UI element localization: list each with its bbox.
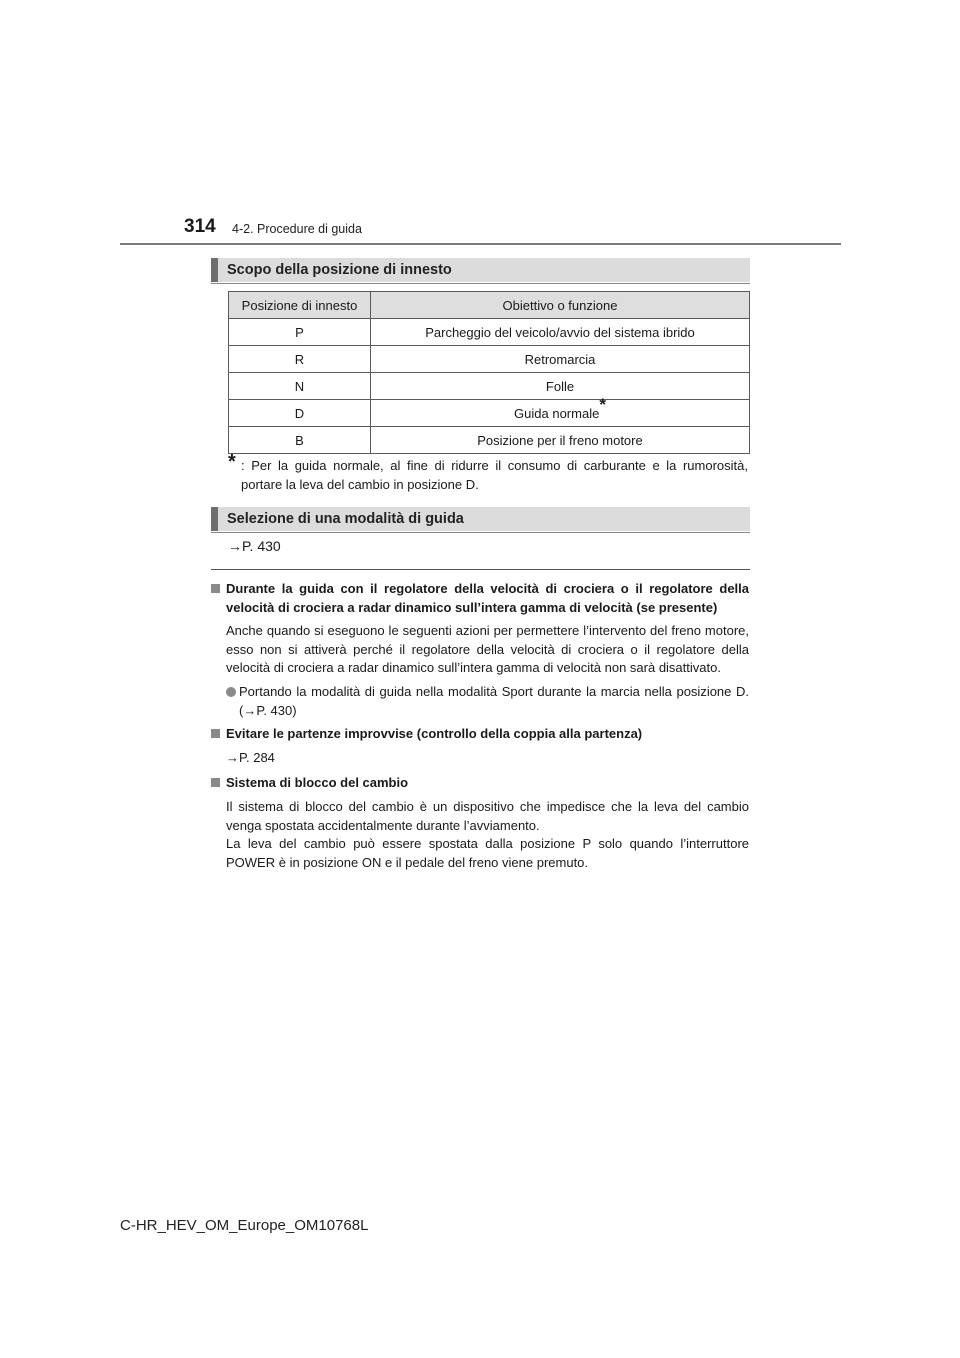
square-bullet-icon xyxy=(211,584,220,593)
gear-position-cell: R xyxy=(229,346,371,373)
column-header-function: Obiettivo o funzione xyxy=(371,292,750,319)
gear-position-cell: B xyxy=(229,427,371,454)
table-header-row xyxy=(229,292,750,319)
gear-function-text: Posizione per il freno motore xyxy=(477,432,643,448)
notes-divider xyxy=(211,569,750,570)
gear-position-table xyxy=(228,291,750,454)
gear-function-cell xyxy=(371,427,750,454)
note-heading-cruise-control xyxy=(211,580,749,617)
gear-function-text: Retromarcia xyxy=(524,351,596,367)
gear-function-text: Parcheggio del veicolo/avvio del sistema ibrido xyxy=(425,324,695,340)
bullet-text: Portando la modalità di guida nella modalità Sport durante la marcia nella posizione D. (→P. 430) xyxy=(239,683,749,718)
section-heading-driving-mode xyxy=(211,507,750,531)
notes-block xyxy=(211,580,749,877)
page-reference-link[interactable]: →P. 284 xyxy=(226,749,275,765)
table-row xyxy=(229,319,750,346)
page-reference-link[interactable]: →P. 430 xyxy=(228,538,281,554)
header-rule xyxy=(120,243,841,245)
gear-position-cell: D xyxy=(229,400,371,427)
page-number: 314 xyxy=(184,216,216,237)
table-row xyxy=(229,400,750,427)
section-heading-text: Scopo della posizione di innesto xyxy=(227,262,452,278)
gear-function-cell xyxy=(371,319,750,346)
table-row xyxy=(229,427,750,454)
note-paragraph: La leva del cambio può essere spostata dalla posizione P solo quando l’interruttore POWER è in posizione ON e il pedale del freno viene premuto. xyxy=(226,836,749,870)
circle-bullet-icon xyxy=(226,687,236,697)
footnote-text: : Per la guida normale, al fine di ridurre il consumo di carburante e la rumorosità, portare la leva del cambio in posizione D. xyxy=(241,458,748,492)
section-heading-text: Selezione di una modalità di guida xyxy=(227,511,464,527)
table-row xyxy=(229,373,750,400)
note-heading-shift-lock xyxy=(211,774,749,793)
column-header-position: Posizione di innesto xyxy=(229,292,371,319)
gear-function-cell xyxy=(371,346,750,373)
note-paragraph: Il sistema di blocco del cambio è un dispositivo che impedisce che la leva del cambio venga spostata accidentalmente durante l’avviamento. xyxy=(226,798,749,833)
note-paragraph: Anche quando si eseguono le seguenti azioni per permettere l’intervento del freno motore, esso non si attiverà perché il regolatore della velocità di crociera o il regolatore della velocità di crociera a radar dinamico sull’intera gamma di velocità non sarà disattivato. xyxy=(226,623,749,676)
note-heading-text: Evitare le partenze improvvise (controllo della coppia alla partenza) xyxy=(226,726,643,742)
document-code-footer: C-HR_HEV_OM_Europe_OM10768L xyxy=(120,1217,369,1234)
footnote-asterisk: * xyxy=(228,451,236,473)
square-bullet-icon xyxy=(211,778,220,787)
note-bullet-item xyxy=(211,683,749,720)
note-heading-text: Sistema di blocco del cambio xyxy=(226,775,409,791)
section-heading-gear-position xyxy=(211,258,750,282)
table-row xyxy=(229,346,750,373)
footnote-marker: * xyxy=(599,395,606,415)
note-heading-sudden-start xyxy=(211,725,749,744)
gear-function-text: Guida normale xyxy=(514,405,600,421)
gear-function-cell xyxy=(371,395,750,427)
gear-function-cell xyxy=(371,373,750,400)
running-head: 4-2. Procedure di guida xyxy=(232,222,362,236)
gear-position-cell: N xyxy=(229,373,371,400)
gear-function-text: Folle xyxy=(545,378,575,394)
table-footnote xyxy=(228,451,748,494)
note-heading-text: Durante la guida con il regolatore della velocità di crociera o il regolatore della velocità di crociera a radar dinamico sull’intera gamma di velocità (se presente) xyxy=(226,581,749,615)
gear-position-cell: P xyxy=(229,319,371,346)
square-bullet-icon xyxy=(211,729,220,738)
